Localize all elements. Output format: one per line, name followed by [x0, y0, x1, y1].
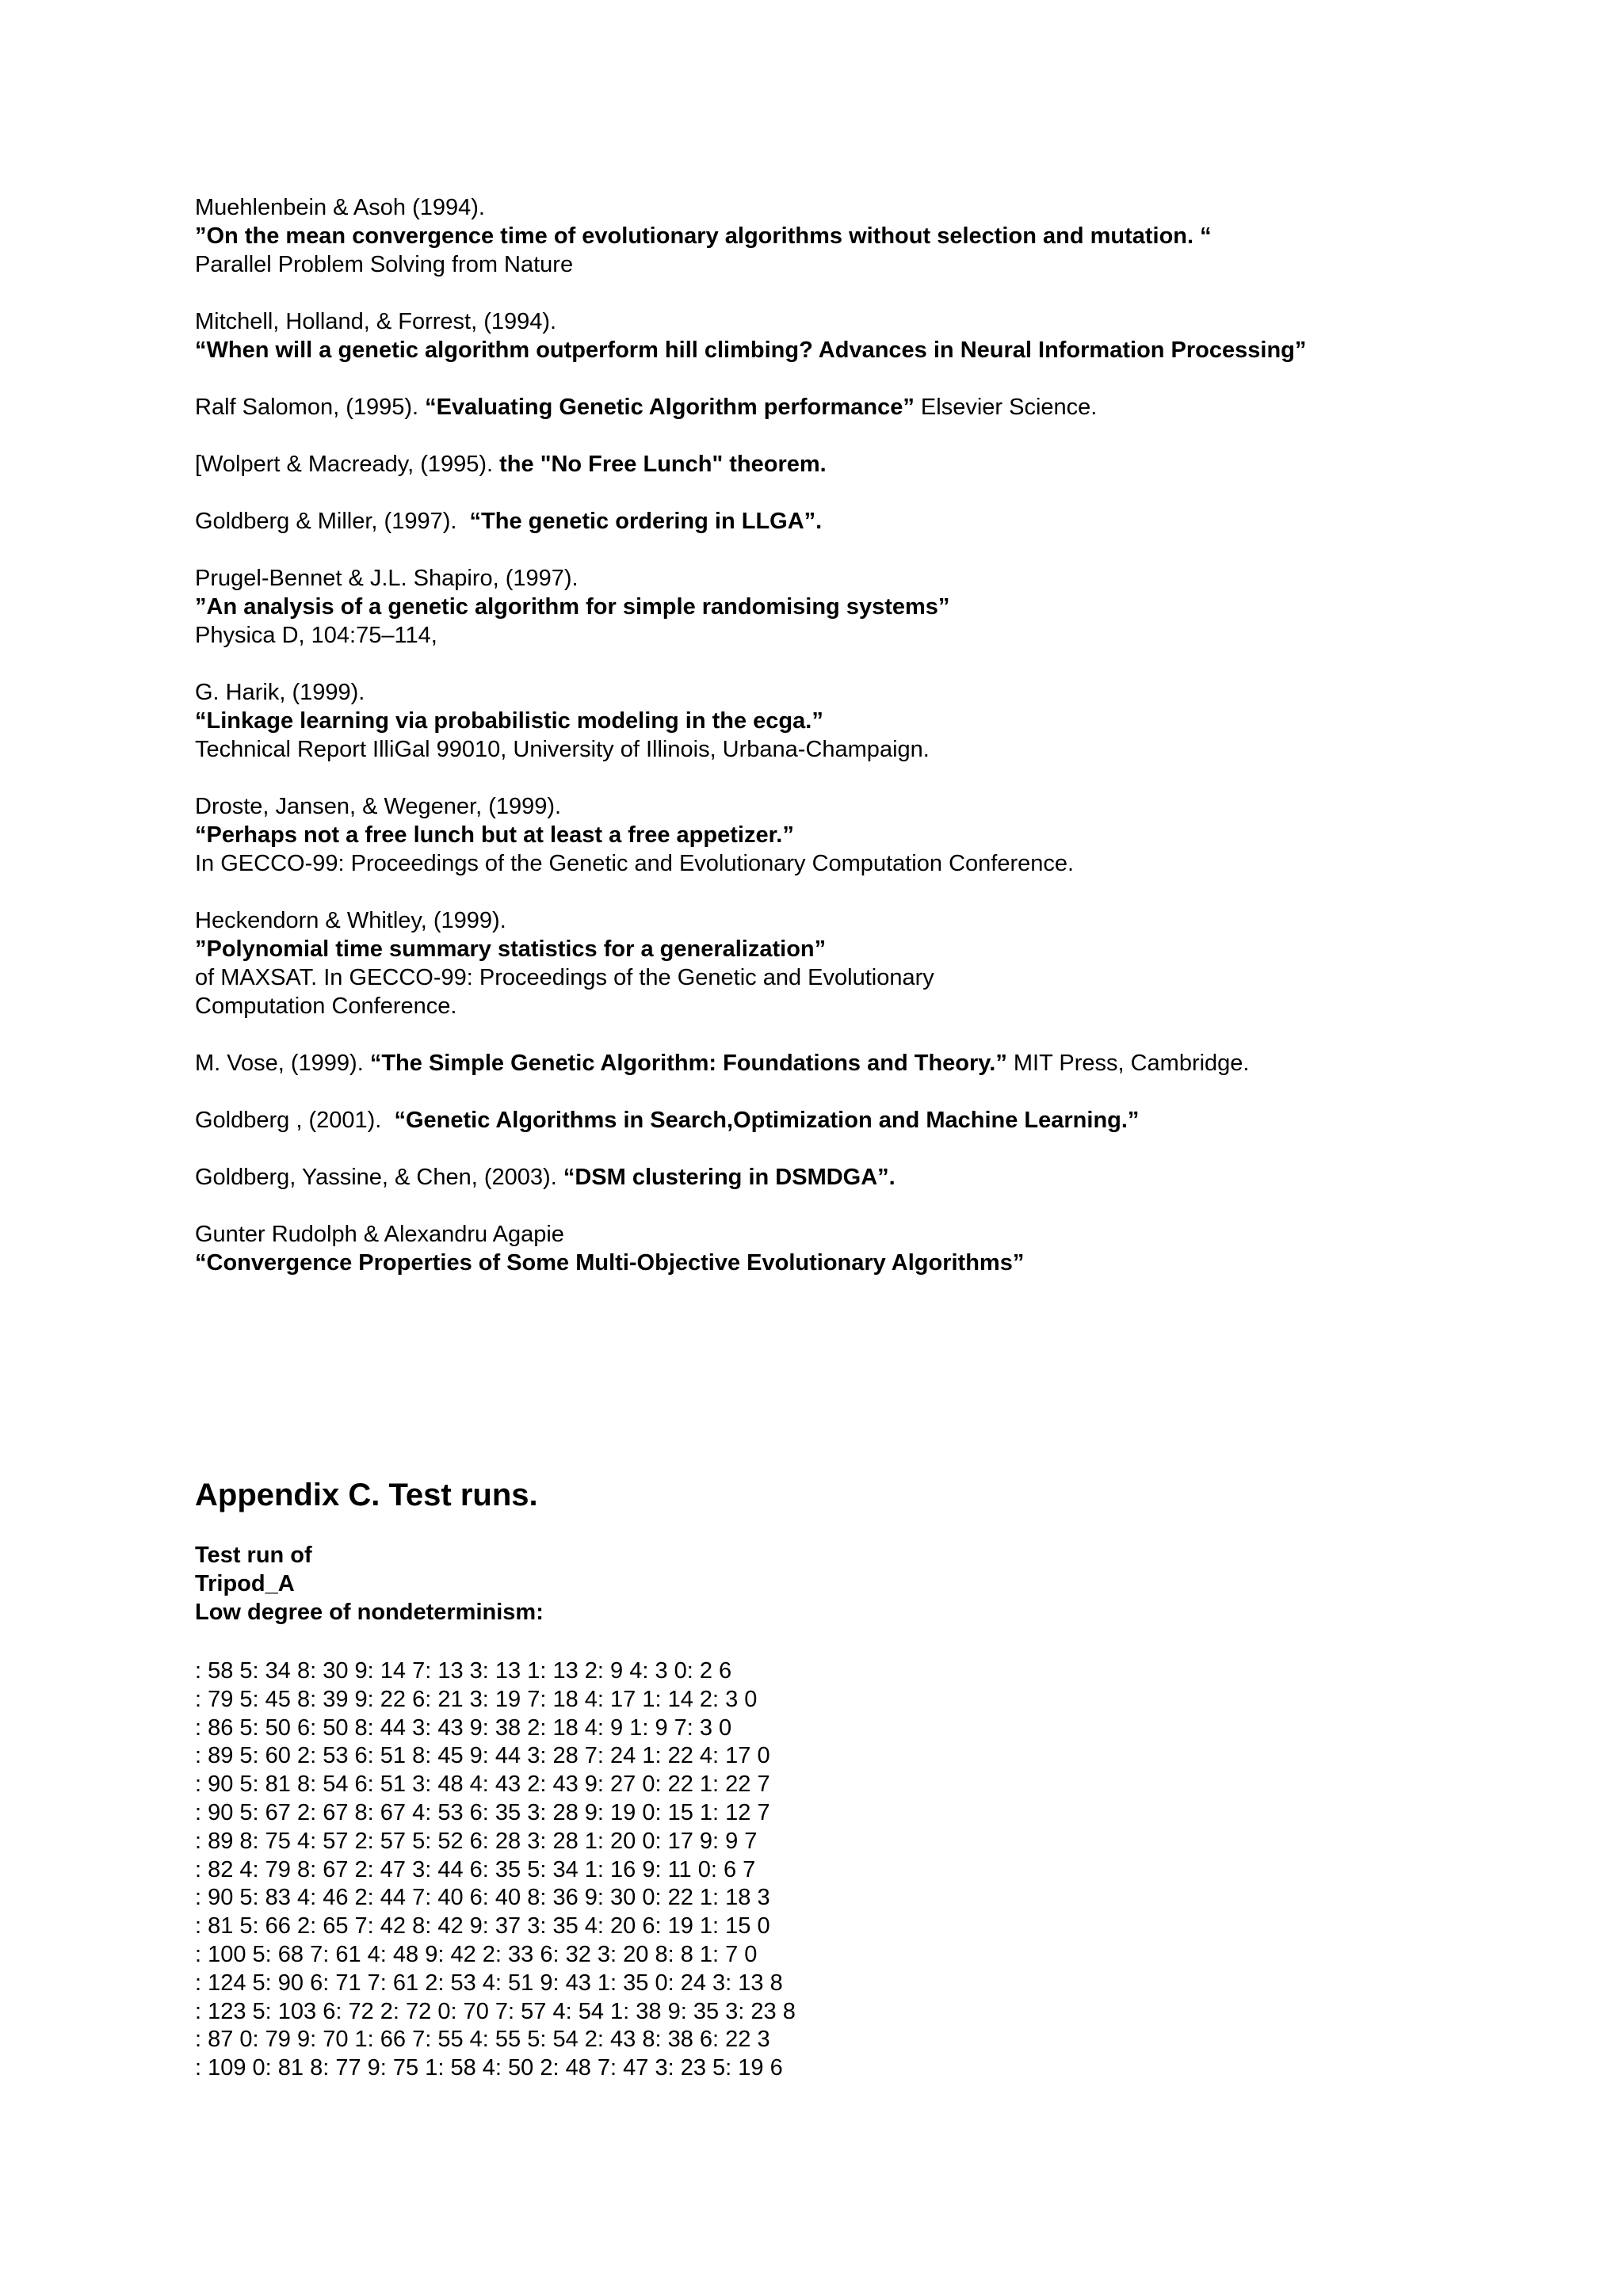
reference-line — [195, 336, 1574, 364]
references-list — [195, 193, 1574, 1277]
reference-line — [195, 935, 1574, 963]
reference-line — [195, 678, 1574, 707]
test-run-line: : 100 5: 68 7: 61 4: 48 9: 42 2: 33 6: 32 3: 20 8: 8 1: 7 0 — [195, 1941, 758, 1967]
reference-title-text: ”Polynomial time summary statistics for a generalization” — [195, 936, 827, 962]
reference-entry — [195, 1049, 1574, 1077]
test-run-line: : 86 5: 50 6: 50 8: 44 3: 43 9: 38 2: 18 4: 9 1: 9 7: 3 0 — [195, 1714, 732, 1741]
reference-entry — [195, 1220, 1574, 1277]
test-run-line: : 89 5: 60 2: 53 6: 51 8: 45 9: 44 3: 28 7: 24 1: 22 4: 17 0 — [195, 1743, 770, 1769]
test-run-line: : 90 5: 81 8: 54 6: 51 3: 48 4: 43 2: 43 9: 27 0: 22 1: 22 7 — [195, 1772, 770, 1798]
reference-line — [195, 507, 1574, 536]
reference-line — [195, 307, 1574, 336]
reference-title-text: “The genetic ordering in LLGA”. — [469, 509, 823, 534]
reference-entry — [195, 393, 1574, 421]
reference-title-text: “The Simple Genetic Algorithm: Foundations and Theory.” — [369, 1051, 1007, 1076]
reference-line — [195, 250, 1574, 279]
reference-title-text: “DSM clustering in DSMDGA”. — [563, 1165, 896, 1190]
test-run-line: : 124 5: 90 6: 71 7: 61 2: 53 4: 51 9: 43 1: 35 0: 24 3: 13 8 — [195, 1970, 783, 1996]
reference-entry — [195, 507, 1574, 536]
reference-entry — [195, 1106, 1574, 1135]
reference-text: Gunter Rudolph & Alexandru Agapie — [195, 1222, 564, 1247]
test-run-heading-line: Tripod_A — [195, 1571, 295, 1596]
reference-text: Goldberg, Yassine, & Chen, (2003). — [195, 1165, 563, 1190]
reference-title-text: “Evaluating Genetic Algorithm performance” — [425, 395, 915, 420]
reference-line — [195, 450, 1574, 479]
reference-text: Goldberg , (2001). — [195, 1108, 395, 1133]
reference-line — [195, 1249, 1574, 1277]
reference-line — [195, 792, 1574, 821]
reference-line — [195, 849, 1574, 878]
reference-text: Parallel Problem Solving from Nature — [195, 252, 574, 277]
reference-entry — [195, 906, 1574, 1020]
reference-entry — [195, 792, 1574, 878]
reference-text: Muehlenbein & Asoh (1994). — [195, 195, 485, 220]
test-run-line: : 90 5: 83 4: 46 2: 44 7: 40 6: 40 8: 36 9: 30 0: 22 1: 18 3 — [195, 1885, 770, 1911]
reference-text: Mitchell, Holland, & Forrest, (1994). — [195, 309, 557, 334]
test-run-heading-line: Test run of — [195, 1543, 312, 1568]
test-run-line: : 87 0: 79 9: 70 1: 66 7: 55 4: 55 5: 54 2: 43 8: 38 6: 22 3 — [195, 2027, 770, 2053]
reference-entry — [195, 1163, 1574, 1192]
reference-entry — [195, 564, 1574, 650]
reference-line — [195, 1049, 1574, 1077]
reference-line — [195, 963, 1574, 992]
test-run-line: : 81 5: 66 2: 65 7: 42 8: 42 9: 37 3: 35 4: 20 6: 19 1: 15 0 — [195, 1913, 770, 1939]
appendix-title: Appendix C. Test runs. — [195, 1478, 538, 1512]
reference-line — [195, 821, 1574, 849]
reference-line — [195, 992, 1574, 1020]
reference-text: [Wolpert & Macready, (1995). — [195, 452, 500, 477]
reference-text: Technical Report IlliGal 99010, University of Illinois, Urbana-Champaign. — [195, 737, 930, 762]
reference-line — [195, 1163, 1574, 1192]
reference-text: G. Harik, (1999). — [195, 680, 365, 705]
reference-line — [195, 735, 1574, 764]
test-run-line: : 109 0: 81 8: 77 9: 75 1: 58 4: 50 2: 48 7: 47 3: 23 5: 19 6 — [195, 2055, 783, 2081]
test-run-line: : 90 5: 67 2: 67 8: 67 4: 53 6: 35 3: 28 9: 19 0: 15 1: 12 7 — [195, 1799, 770, 1825]
reference-text: Droste, Jansen, & Wegener, (1999). — [195, 794, 562, 819]
reference-entry — [195, 307, 1574, 364]
reference-line — [195, 393, 1574, 421]
reference-title-text: the "No Free Lunch" theorem. — [499, 452, 827, 477]
reference-text: Ralf Salomon, (1995). — [195, 395, 426, 420]
test-run-heading — [195, 1541, 544, 1627]
reference-text: MIT Press, Cambridge. — [1006, 1051, 1250, 1076]
test-run-line: : 123 5: 103 6: 72 2: 72 0: 70 7: 57 4: 54 1: 38 9: 35 3: 23 8 — [195, 1998, 796, 2024]
reference-text: Computation Conference. — [195, 994, 457, 1019]
reference-entry — [195, 193, 1574, 279]
test-run-output — [195, 1657, 796, 2083]
reference-title-text: “Genetic Algorithms in Search,Optimization and Machine Learning.” — [394, 1108, 1140, 1133]
reference-line — [195, 193, 1574, 222]
reference-text: Physica D, 104:75–114, — [195, 623, 437, 648]
reference-line — [195, 621, 1574, 650]
reference-entry — [195, 678, 1574, 764]
reference-entry — [195, 450, 1574, 479]
reference-line — [195, 707, 1574, 735]
reference-line — [195, 1220, 1574, 1249]
reference-line — [195, 1106, 1574, 1135]
reference-line — [195, 906, 1574, 935]
test-run-line: : 79 5: 45 8: 39 9: 22 6: 21 3: 19 7: 18 4: 17 1: 14 2: 3 0 — [195, 1686, 758, 1712]
reference-text: Heckendorn & Whitley, (1999). — [195, 908, 506, 933]
reference-title-text: “Perhaps not a free lunch but at least a free appetizer.” — [195, 822, 794, 848]
reference-text: M. Vose, (1999). — [195, 1051, 370, 1076]
reference-text: In GECCO-99: Proceedings of the Genetic and Evolutionary Computation Conference. — [195, 851, 1075, 876]
test-run-heading-line: Low degree of nondeterminism: — [195, 1600, 544, 1625]
reference-title-text: ”On the mean convergence time of evolutionary algorithms without selection and mutation. “ — [195, 223, 1212, 249]
test-run-line: : 82 4: 79 8: 67 2: 47 3: 44 6: 35 5: 34 1: 16 9: 11 0: 6 7 — [195, 1856, 756, 1882]
reference-title-text: “Linkage learning via probabilistic modeling in the ecga.” — [195, 708, 823, 734]
reference-title-text: ”An analysis of a genetic algorithm for simple randomising systems” — [195, 594, 950, 620]
reference-text: Prugel-Bennet & J.L. Shapiro, (1997). — [195, 566, 579, 591]
document-page — [195, 193, 1574, 2081]
test-run-line: : 58 5: 34 8: 30 9: 14 7: 13 3: 13 1: 13 2: 9 4: 3 0: 2 6 — [195, 1658, 732, 1684]
reference-text: of MAXSAT. In GECCO-99: Proceedings of the Genetic and Evolutionary — [195, 965, 934, 990]
reference-line — [195, 222, 1574, 250]
test-run-line: : 89 8: 75 4: 57 2: 57 5: 52 6: 28 3: 28 1: 20 0: 17 9: 9 7 — [195, 1828, 758, 1854]
reference-line — [195, 564, 1574, 593]
reference-text: Elsevier Science. — [914, 395, 1098, 420]
reference-title-text: “Convergence Properties of Some Multi-Objective Evolutionary Algorithms” — [195, 1250, 1025, 1276]
reference-line — [195, 593, 1574, 621]
reference-text: Goldberg & Miller, (1997). — [195, 509, 470, 534]
reference-title-text: “When will a genetic algorithm outperform hill climbing? Advances in Neural Information Processing” — [195, 338, 1307, 363]
